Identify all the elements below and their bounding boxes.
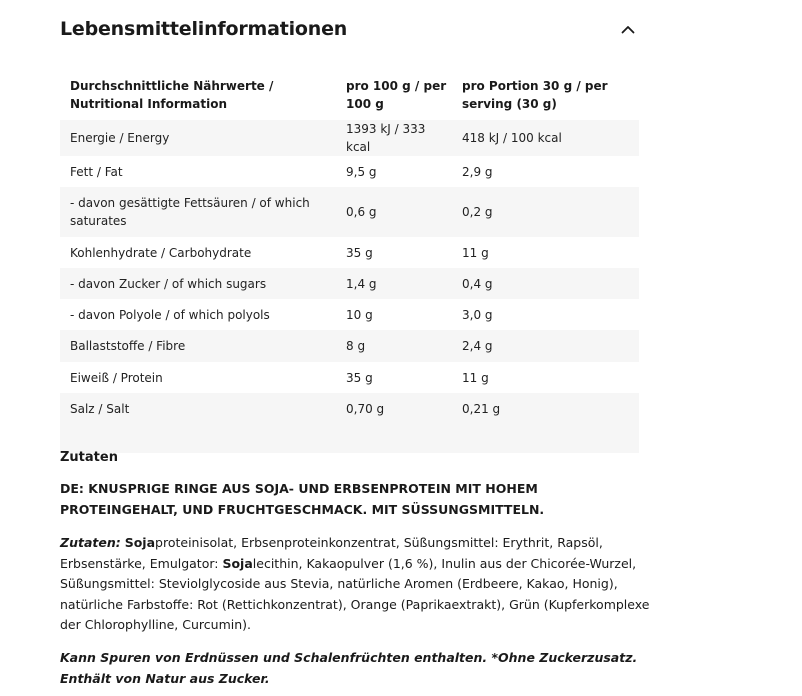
table-header-row xyxy=(60,69,639,120)
section-header[interactable] xyxy=(60,14,640,44)
table-row xyxy=(60,156,639,187)
value-per-serving: 3,0 g xyxy=(452,299,639,330)
value-per-serving: 2,9 g xyxy=(452,156,639,187)
value-per-100g: 0,6 g xyxy=(336,187,452,237)
column-header-nutrient: Durchschnittliche Nährwerte / Nutritional Information xyxy=(70,78,274,111)
value-per-serving: 0,4 g xyxy=(452,268,639,299)
nutrient-name: Fett / Fat xyxy=(60,156,336,187)
value-per-serving: 0,21 g xyxy=(452,393,639,424)
section-title: Lebensmittelinformationen xyxy=(60,18,348,40)
allergen-soja: Soja xyxy=(222,555,253,571)
table-row xyxy=(60,268,639,299)
ingredients-text: proteinisolat, Erbsenproteinkonzentrat, Süßungsmittel: Erythrit, Rapsöl, Erbsenstärke, Emulgator: xyxy=(60,535,603,571)
nutrient-name: - davon Polyole / of which polyols xyxy=(60,299,336,330)
value-per-100g: 1393 kJ / 333 kcal xyxy=(336,120,452,156)
nutrient-name: Kohlenhydrate / Carbohydrate xyxy=(60,237,336,268)
value-per-100g: 35 g xyxy=(336,362,452,393)
nutrient-name: - davon gesättigte Fettsäuren / of which saturates xyxy=(60,187,336,237)
table-row xyxy=(60,393,639,424)
table-bottom-padding xyxy=(60,424,639,453)
nutrient-name: Ballaststoffe / Fibre xyxy=(60,330,336,362)
ingredients-heading: Zutaten xyxy=(60,450,118,465)
nutrition-table xyxy=(60,69,639,424)
table-row xyxy=(60,120,639,156)
nutrient-name: Energie / Energy xyxy=(60,120,336,156)
value-per-serving: 11 g xyxy=(452,237,639,268)
ingredients-label: Zutaten: xyxy=(60,535,121,550)
chevron-up-icon[interactable] xyxy=(616,17,640,41)
column-header-per-100g: pro 100 g / per 100 g xyxy=(346,78,447,111)
value-per-serving: 0,2 g xyxy=(452,187,639,237)
value-per-serving: 2,4 g xyxy=(452,330,639,362)
table-row xyxy=(60,187,639,237)
allergen-soja: Soja xyxy=(124,535,156,550)
nutrient-name: Salz / Salt xyxy=(60,393,336,424)
value-per-100g: 0,70 g xyxy=(336,393,452,424)
value-per-serving: 418 kJ / 100 kcal xyxy=(452,120,639,156)
value-per-serving: 11 g xyxy=(452,362,639,393)
product-description: DE: KNUSPRIGE RINGE AUS SOJA- UND ERBSENPROTEIN MIT HOHEM PROTEINGEHALT, UND FRUCHTGESCHMACK. MIT SÜSSUNGSMITTELN. xyxy=(60,481,545,517)
value-per-100g: 1,4 g xyxy=(336,268,452,299)
table-row xyxy=(60,299,639,330)
value-per-100g: 9,5 g xyxy=(336,156,452,187)
nutrient-name: Eiweiß / Protein xyxy=(60,362,336,393)
value-per-100g: 35 g xyxy=(336,237,452,268)
nutrient-name: - davon Zucker / of which sugars xyxy=(60,268,336,299)
ingredients-list xyxy=(60,533,650,636)
value-per-100g: 10 g xyxy=(336,299,452,330)
ingredients-text: lecithin, Kakaopulver (1,6 %), Inulin aus der Chicorée-Wurzel, Süßungsmittel: Steviolglycoside aus Stevia, natürliche Aromen (Erdbeere, Kakao, Honig), natürliche Farbstoffe: Rot (Rettichkonzentrat), Orange (Paprikaextrakt), Grün (Kupferkomplexe der Chlorophylline, Curcumin). xyxy=(60,555,650,632)
allergen-note: Kann Spuren von Erdnüssen und Schalenfrüchten enthalten. *Ohne Zuckerzusatz. Enthält von Natur aus Zucker. xyxy=(60,650,638,686)
column-header-per-serving: pro Portion 30 g / per serving (30 g) xyxy=(462,78,608,111)
table-row xyxy=(60,237,639,268)
nutrition-table-container xyxy=(60,69,639,432)
table-row xyxy=(60,362,639,393)
value-per-100g: 8 g xyxy=(336,330,452,362)
table-row xyxy=(60,330,639,362)
